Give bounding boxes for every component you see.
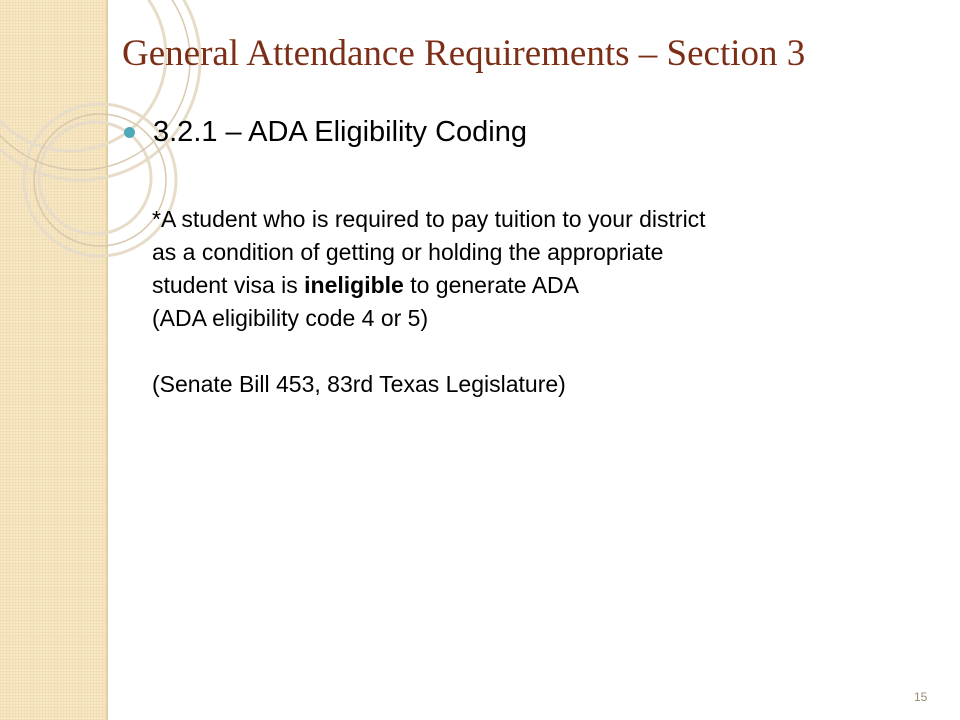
body-line: *A student who is required to pay tuition to your district xyxy=(152,206,706,232)
body-text xyxy=(152,203,706,401)
page-number: 15 xyxy=(914,690,928,704)
body-line xyxy=(152,269,706,302)
body-line: (ADA eligibility code 4 or 5) xyxy=(152,305,429,331)
body-text-segment: to generate ADA xyxy=(403,272,580,298)
slide-title: General Attendance Requirements – Section 3 xyxy=(122,33,806,74)
bullet-item xyxy=(124,116,527,149)
citation: (Senate Bill 453, 83rd Texas Legislature) xyxy=(152,371,566,397)
bullet-label: 3.2.1 – ADA Eligibility Coding xyxy=(153,116,527,148)
bullet-dot-icon xyxy=(124,127,135,138)
emphasis-text: ineligible xyxy=(304,272,404,298)
body-text-segment: student visa is xyxy=(152,272,305,298)
body-line: as a condition of getting or holding the appropriate xyxy=(152,239,664,265)
